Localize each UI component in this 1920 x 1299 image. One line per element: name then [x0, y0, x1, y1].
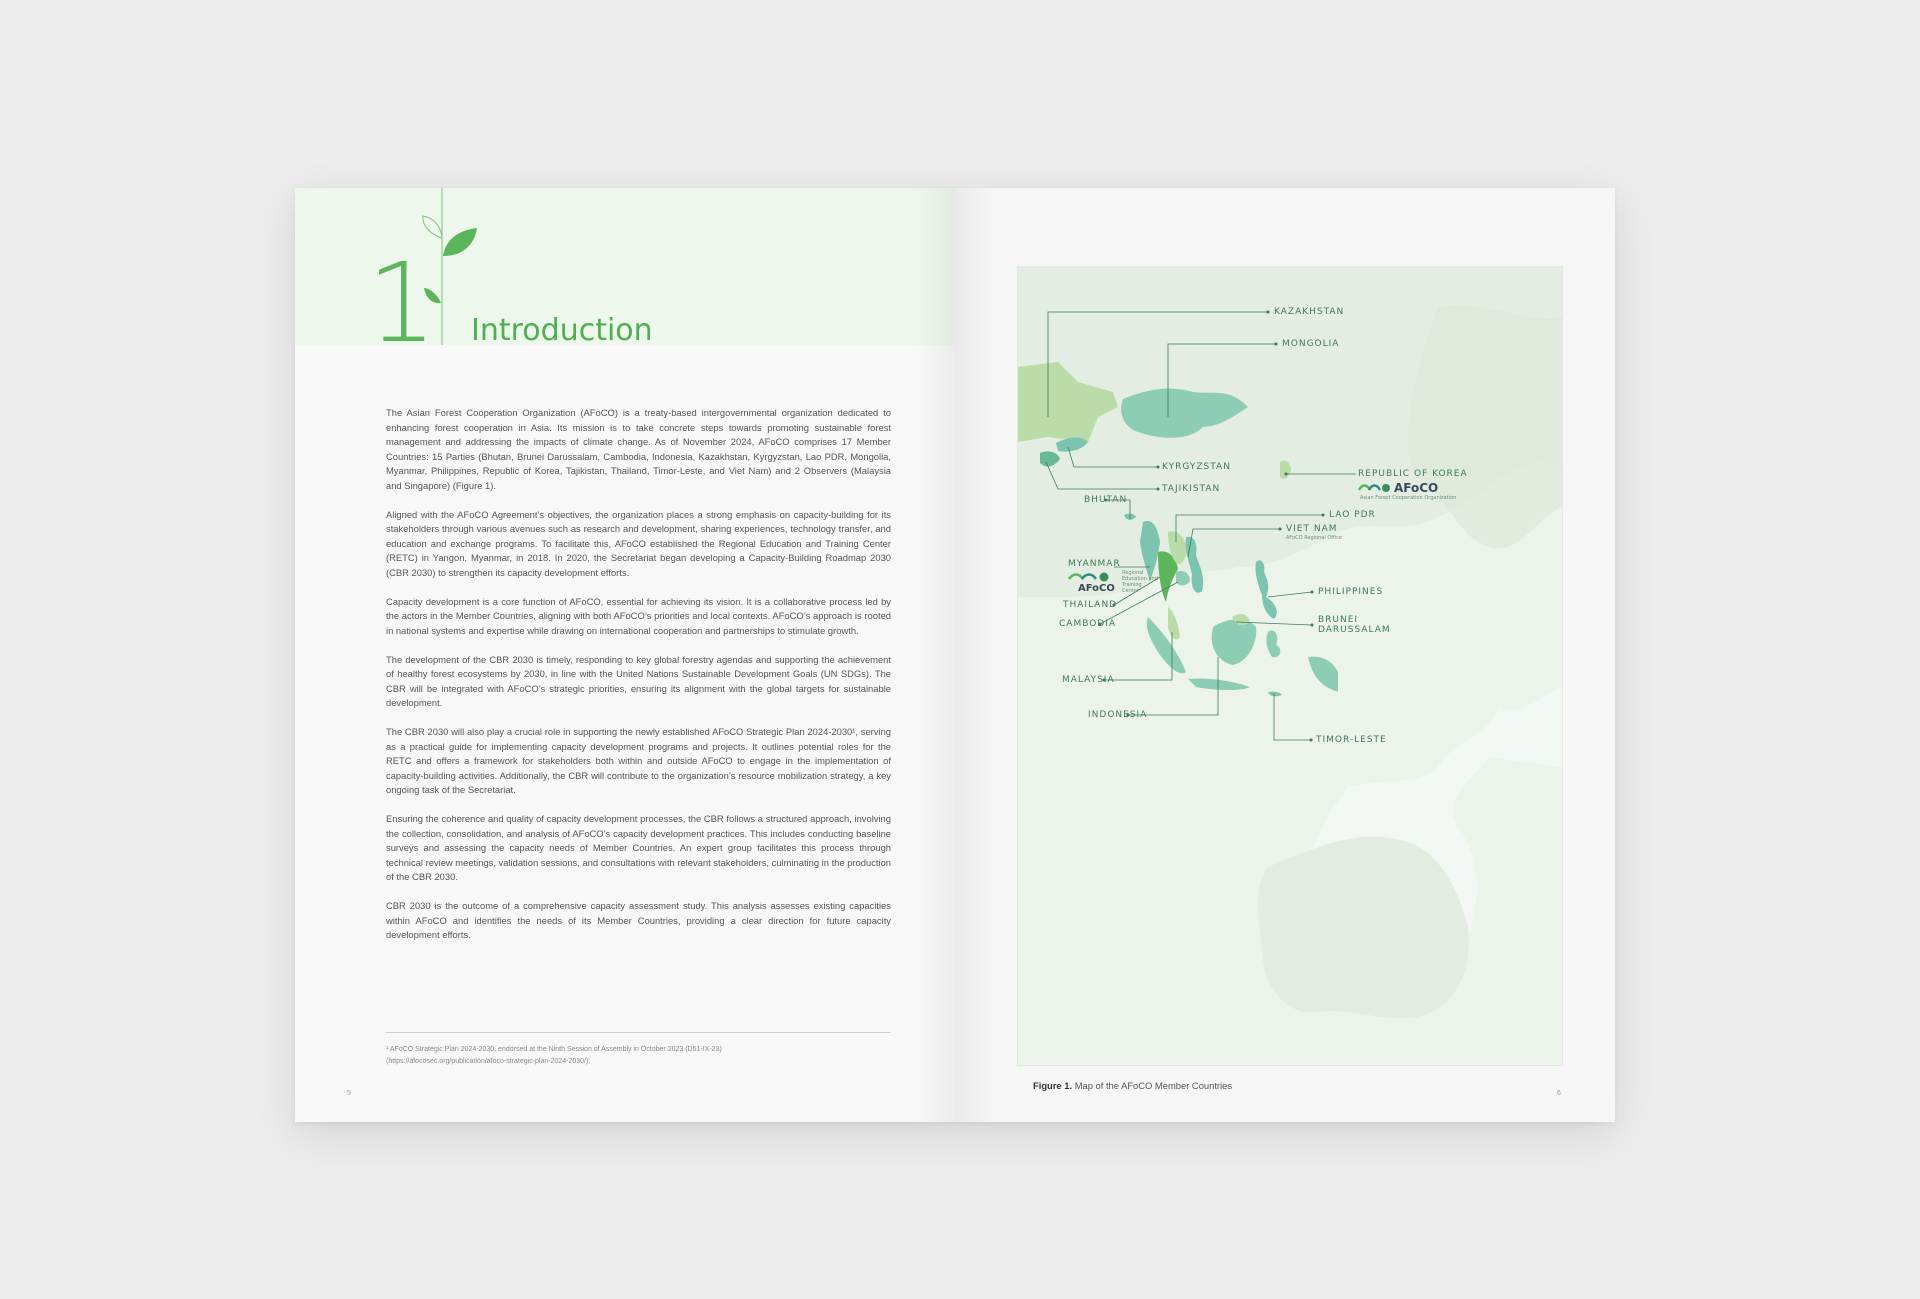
retc-line-2: Education and: [1122, 576, 1158, 582]
figure-caption-label: Figure 1.: [1033, 1080, 1073, 1091]
afoco-logo-icon-myanmar: [1068, 571, 1116, 583]
label-brunei-line-1: BRUNEI: [1318, 615, 1359, 625]
label-republic-of-korea: REPUBLIC OF KOREA: [1358, 469, 1468, 479]
chapter-number: 1: [367, 239, 437, 367]
label-kazakhstan: KAZAKHSTAN: [1274, 307, 1345, 317]
figure-caption-text: Map of the AFoCO Member Countries: [1074, 1080, 1233, 1091]
label-tajikistan: TAJIKISTAN: [1162, 484, 1221, 494]
footnote-divider: [386, 1032, 891, 1033]
label-timor-leste: TIMOR-LESTE: [1316, 735, 1387, 745]
retc-line-4: Center: [1122, 588, 1139, 594]
page-number-left: 5: [347, 1090, 351, 1097]
map-graphic: [1018, 267, 1562, 1065]
afoco-logo-tagline: Asian Forest Cooperation Organization: [1360, 495, 1457, 501]
retc-line-1: Regional: [1122, 570, 1144, 576]
label-myanmar: MYANMAR: [1068, 559, 1121, 569]
label-viet-nam: VIET NAM: [1286, 524, 1338, 534]
paragraph-4: The development of the CBR 2030 is timely, responding to key global forestry agendas and supporting the achievement of healthy forest ecosystems by 2030, in line with the United Nations Sustainable Development Goals (UN SDGs). The CBR will be integrated with AFoCO’s strategic priorities, ensuring its alignment with the global targets for sustainable development.: [386, 653, 891, 708]
label-indonesia: INDONESIA: [1088, 710, 1148, 720]
label-thailand: THAILAND: [1063, 600, 1118, 610]
label-malaysia: MALAYSIA: [1062, 675, 1115, 685]
retc-sub-label: [1122, 570, 1158, 594]
page-number-right: 6: [1557, 1090, 1561, 1097]
paragraph-2: Aligned with the AFoCO Agreement’s objectives, the organization places a strong emphasis on capacity-building for its stakeholders through various avenues such as research and development, sharing experiences, technology transfer, and education and exchange programs. To facilitate this, AFoCO established the Regional Education and Training Center (RETC) in Yangon, Myanmar, in 2018. In 2020, the Secretariat began developing a Capacity-Building Roadmap 2030 (CBR 2030) to strengthen its capacity development efforts.: [386, 508, 891, 578]
afoco-logo-word-myanmar: AFoCO: [1078, 583, 1115, 594]
footnote-line-2: (https://afocosec.org/publication/afoco-strategic-plan-2024-2030/).: [386, 1058, 591, 1065]
paragraph-5: The CBR 2030 will also play a crucial role in supporting the newly established AFoCO Strategic Plan 2024-2030¹, serving as a practical guide for implementing capacity development programs and projects. It outlines potential roles for the RETC and offers a framework for stakeholders both within and outside AFoCO to engage in the implementation of capacity-building activities. Additionally, the CBR will contribute to the organization’s resource mobilization strategy, a key ongoing task of the Secretariat.: [386, 726, 891, 795]
label-cambodia: CAMBODIA: [1059, 619, 1117, 629]
afoco-logo-icon: [1358, 482, 1392, 494]
footnote-line-1: ¹ AFoCO Strategic Plan 2024-2030, endorsed at the Ninth Session of Assembly in October 2023 (D51-IX-23): [386, 1046, 722, 1053]
label-viet-nam-sub: AFoCO Regional Office: [1286, 535, 1342, 541]
gutter-shadow-right: [955, 188, 995, 1122]
left-page: [295, 188, 955, 1122]
member-countries-map: [1017, 266, 1563, 1066]
body-text: [386, 406, 891, 957]
chapter-title: Introduction: [471, 313, 653, 348]
label-kyrgyzstan: KYRGYZSTAN: [1162, 462, 1231, 472]
right-page: [955, 188, 1615, 1122]
afoco-logo-myanmar: [1068, 571, 1116, 583]
afoco-logo-word-myanmar-wrap: [1078, 583, 1115, 594]
label-brunei-line-2: DARUSSALAM: [1318, 625, 1391, 635]
label-mongolia: MONGOLIA: [1282, 339, 1340, 349]
afoco-logo-korea: [1358, 481, 1438, 495]
paragraph-7: CBR 2030 is the outcome of a comprehensive capacity assessment study. This analysis assesses existing capacities within AFoCO and identifies the needs of its Member Countries, providing a clear direction for future capacity development efforts.: [386, 900, 891, 940]
footnote: [386, 1044, 891, 1068]
retc-line-3: Training: [1122, 582, 1142, 588]
figure-caption: [1033, 1080, 1232, 1091]
label-brunei: [1318, 615, 1391, 635]
label-philippines: PHILIPPINES: [1318, 587, 1384, 597]
label-bhutan: BHUTAN: [1084, 495, 1128, 505]
book-spread: [295, 188, 1615, 1122]
paragraph-1: The Asian Forest Cooperation Organization (AFoCO) is a treaty-based intergovernmental organization dedicated to enhancing forest cooperation in Asia. Its mission is to take concrete steps towards promoting sustainable forest management and addressing the impacts of climate change. As of November 2024, AFoCO comprises 17 Member Countries: 15 Parties (Bhutan, Brunei Darussalam, Cambodia, Indonesia, Kazakhstan, Kyrgyzstan, Lao PDR, Mongolia, Myanmar, Philippines, Republic of Korea, Tajikistan, Thailand, Timor-Leste, and Viet Nam) and 2 Observers (Malaysia and Singapore) (Figure 1).: [386, 407, 891, 491]
afoco-logo-word: AFoCO: [1394, 481, 1439, 495]
label-lao-pdr: LAO PDR: [1329, 510, 1376, 520]
paragraph-6: Ensuring the coherence and quality of capacity development processes, the CBR follows a structured approach, involving the collection, consolidation, and analysis of AFoCO’s capacity development practices. This includes conducting baseline surveys and assessing the capacity needs of Member Countries. An expert group facilitates this process through technical review meetings, validation sessions, and consultations with relevant stakeholders, culminating in the production of the CBR 2030.: [386, 813, 891, 882]
paragraph-3: Capacity development is a core function of AFoCO, essential for achieving its vision. It is a collaborative process led by the actors in the Member Countries, aligning with both AFoCO’s priorities and local contexts. AFoCO’s approach is rooted in national systems and expertise while drawing on international cooperation and partnerships to stimulate growth.: [386, 595, 891, 636]
